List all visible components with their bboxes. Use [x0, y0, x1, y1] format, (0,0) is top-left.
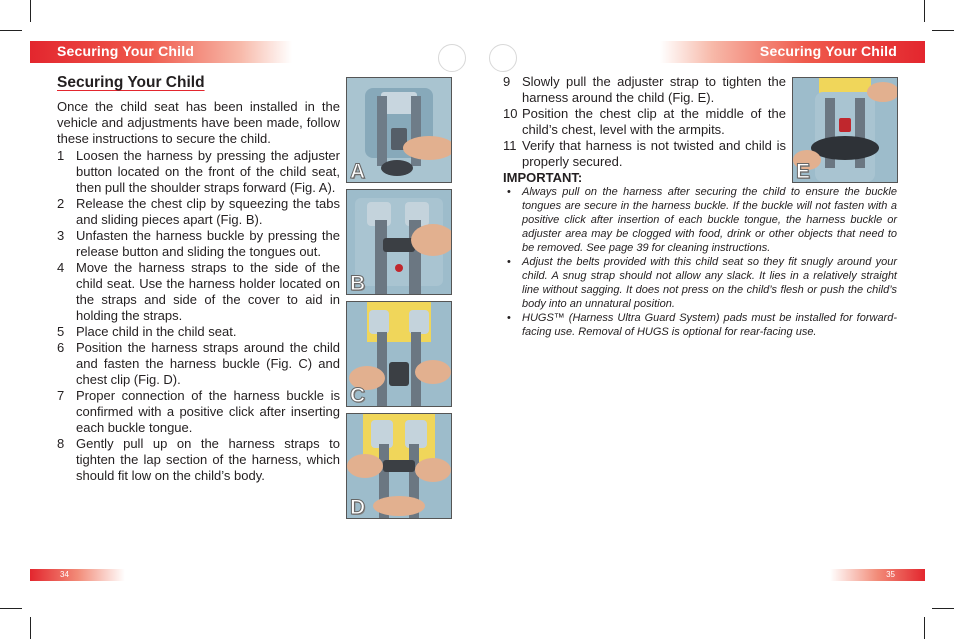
figure-b [346, 189, 452, 295]
step-number: 9 [503, 74, 511, 89]
step-item [57, 228, 340, 260]
step-text: Verify that harness is not twisted and child is properly secured. [522, 138, 786, 169]
bullet-item [507, 185, 897, 255]
step-item [503, 106, 786, 138]
header-band-left [30, 41, 292, 63]
crop-mark [932, 30, 954, 31]
step-number: 7 [57, 388, 65, 403]
step-text: Release the chest clip by squeezing the tabs and sliding pieces apart (Fig. B). [76, 196, 340, 227]
page-number-left: 34 [60, 570, 69, 579]
important-bullets [507, 185, 897, 339]
bullet-text: HUGS™ (Harness Ultra Guard System) pads must be installed for forward-facing use. Removal of HUGS is optional for rear-facing use. [522, 312, 897, 338]
step-item [57, 436, 340, 484]
important-label: IMPORTANT: [503, 170, 583, 185]
step-text: Loosen the harness by pressing the adjuster button located on the front of the child seat, then pull the shoulder straps forward (Fig. A). [76, 148, 340, 195]
crop-mark [924, 0, 925, 22]
step-text: Position the chest clip at the middle of the child’s chest, level with the armpits. [522, 106, 786, 137]
intro-paragraph: Once the child seat has been installed in the vehicle and adjustments have been made, follow these instructions to secure the child. [57, 99, 340, 146]
figure-c [346, 301, 452, 407]
crop-mark [0, 608, 22, 609]
bullet-dot: • [507, 186, 511, 198]
step-item [57, 324, 340, 340]
steps-list-right [503, 74, 786, 170]
step-number: 11 [503, 138, 517, 153]
crop-mark [30, 0, 31, 22]
bullet-dot: • [507, 256, 511, 268]
figure-label: C [350, 384, 366, 407]
step-number: 6 [57, 340, 65, 355]
registration-mark [489, 44, 517, 72]
crop-mark [0, 30, 22, 31]
figure-a [346, 77, 452, 183]
step-number: 3 [57, 228, 65, 243]
step-item [57, 260, 340, 324]
bullet-text: Adjust the belts provided with this child seat so they fit snugly around your child. A snug strap should not allow any slack. It lies in a relatively straight line without sagging. It does not press on the child’s flesh or push the child’s body into an unnatural position. [522, 256, 897, 310]
figure-label: B [350, 272, 366, 295]
step-text: Place child in the child seat. [76, 324, 237, 339]
step-number: 2 [57, 196, 65, 211]
step-text: Unfasten the harness buckle by pressing the release button and sliding the tongues out. [76, 228, 340, 259]
registration-mark [438, 44, 466, 72]
bullet-text: Always pull on the harness after securing the child to ensure the buckle tongues are secure in the harness buckle. If the buckle will not fasten with a positive click after insertion of each buckle tongue, the harness buckle or adjuster area may be clogged with food, drink or other objects that need to be removed. See page 39 for cleaning instructions. [522, 186, 897, 254]
bullet-item [507, 255, 897, 311]
header-title-right: Securing Your Child [759, 43, 897, 59]
figure-d [346, 413, 452, 519]
figure-label: A [350, 160, 366, 183]
crop-mark [30, 617, 31, 639]
step-item [57, 148, 340, 196]
step-item [57, 340, 340, 388]
header-band-right [660, 41, 925, 63]
bullet-item [507, 311, 897, 339]
step-item [503, 138, 786, 170]
page-number-right: 35 [886, 570, 895, 579]
step-number: 4 [57, 260, 65, 275]
step-number: 5 [57, 324, 65, 339]
step-text: Slowly pull the adjuster strap to tighten the harness around the child (Fig. E). [522, 74, 786, 105]
step-item [57, 388, 340, 436]
figure-label: E [796, 160, 811, 183]
crop-mark [924, 617, 925, 639]
footer-band-right [830, 569, 925, 581]
step-number: 1 [57, 148, 65, 163]
step-number: 10 [503, 106, 518, 121]
step-number: 8 [57, 436, 65, 451]
step-text: Proper connection of the harness buckle is confirmed with a positive click after inserting each buckle tongue. [76, 388, 340, 435]
bullet-dot: • [507, 312, 511, 324]
figure-e [792, 77, 898, 183]
section-heading: Securing Your Child [57, 74, 205, 91]
step-item [503, 74, 786, 106]
steps-list-left [57, 148, 340, 484]
figure-label: D [350, 496, 366, 519]
step-text: Gently pull up on the harness straps to tighten the lap section of the harness, which should fit low on the child’s body. [76, 436, 340, 483]
step-item [57, 196, 340, 228]
crop-mark [932, 608, 954, 609]
footer-band-left [30, 569, 125, 581]
step-text: Move the harness straps to the side of the child seat. Use the harness holder located on the straps and side of the cover to aid in holding the straps. [76, 260, 340, 323]
header-title-left: Securing Your Child [57, 43, 195, 59]
step-text: Position the harness straps around the child and fasten the harness buckle (Fig. C) and chest clip (Fig. D). [76, 340, 340, 387]
